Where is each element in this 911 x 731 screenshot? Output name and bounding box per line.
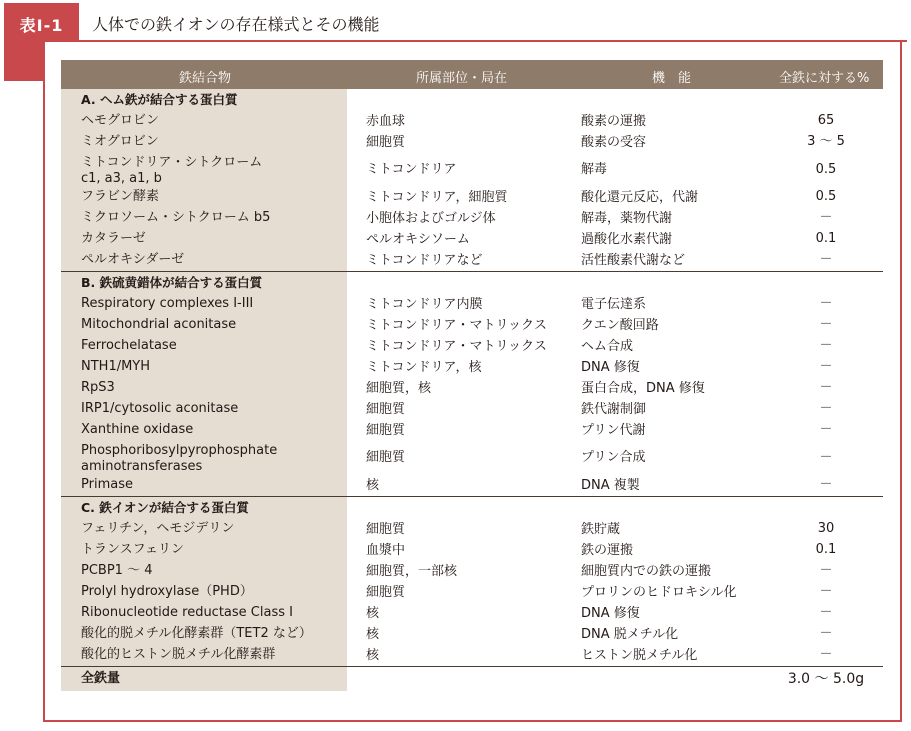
section-title: B. 鉄硫黄錯体が結合する蛋白質: [81, 275, 263, 290]
table-row: ミトコンドリア・シトクローム c1, a3, a1, b ミトコンドリア 解毒 0.5: [81, 155, 837, 186]
table-header: [61, 60, 883, 89]
table-row: 酸化的ヒストン脱メチル化酵素群 核 ヒストン脱メチル化 －: [81, 647, 833, 663]
table-row: Xanthine oxidase 細胞質 プリン代謝 －: [81, 422, 833, 438]
header-compound: 鉄結合物: [179, 71, 232, 86]
header-percent: 全鉄に対する%: [779, 71, 870, 86]
total-label: 全鉄量: [81, 671, 121, 686]
table-row: Phosphoribosylpyrophosphate aminotransferases 細胞質 プリン合成 －: [81, 443, 833, 474]
section-title: A. ヘム鉄が結合する蛋白質: [81, 92, 238, 107]
table-row: Primase 核 DNA 複製 －: [81, 477, 833, 493]
table-row: トランスフェリン 血漿中 鉄の運搬 0.1: [81, 542, 837, 558]
table-row: Prolyl hydroxylase（PHD） 細胞質 プロリンのヒドロキシル化 －: [81, 584, 833, 600]
table-row: IRP1/cytosolic aconitase 細胞質 鉄代謝制御 －: [81, 401, 833, 417]
section-iron-ion: [61, 497, 883, 666]
table-row: Respiratory complexes I-III ミトコンドリア内膜 電子伝達系 －: [81, 296, 833, 312]
table-row: 酸化的脱メチル化酵素群（TET2 など） 核 DNA 脱メチル化 －: [81, 626, 833, 642]
table-row: ヘモグロビン 赤血球 酸素の運搬 65: [81, 113, 835, 129]
table-row: ミクロソーム・シトクローム b5 小胞体およびゴルジ体 解毒，薬物代謝 －: [81, 210, 833, 226]
total-value: 3.0 ～ 5.0g: [787, 671, 865, 687]
iron-table: [61, 60, 883, 691]
table-row: Mitochondrial aconitase ミトコンドリア・マトリックス クエン酸回路 －: [81, 317, 833, 333]
table-row: Ribonucleotide reductase Class Ⅰ 核 DNA 修復 －: [81, 605, 833, 621]
table-row: ミオグロビン 細胞質 酸素の受容 3 ～ 5: [81, 134, 845, 150]
header-function: 機 能: [652, 71, 692, 86]
table-row: Ferrochelatase ミトコンドリア・マトリックス ヘム合成 －: [81, 338, 833, 354]
section-title: C. 鉄イオンが結合する蛋白質: [81, 500, 249, 515]
table-row: フラビン酵素 ミトコンドリア，細胞質 酸化還元反応，代謝 0.5: [81, 189, 837, 205]
total-row: [61, 666, 883, 691]
table-row: NTH1/MYH ミトコンドリア，核 DNA 修復 －: [81, 359, 833, 375]
table-row: カタラーゼ ペルオキシソーム 過酸化水素代謝 0.1: [81, 231, 837, 247]
table-row: フェリチン，ヘモジデリン 細胞質 鉄貯蔵 30: [81, 521, 835, 537]
table-row: ペルオキシダーゼ ミトコンドリアなど 活性酸素代謝など －: [81, 252, 833, 268]
table-number: 表Ⅰ-1: [19, 16, 64, 35]
page-title: 人体での鉄イオンの存在様式とその機能: [92, 15, 380, 34]
section-heme: [61, 89, 883, 272]
header-location: 所属部位・局在: [416, 71, 508, 86]
table-row: PCBP1 ～ 4 細胞質，一部核 細胞質内での鉄の運搬 －: [81, 563, 833, 579]
table-row: RpS3 細胞質，核 蛋白合成，DNA 修復 －: [81, 380, 833, 396]
section-iron-sulfur: [61, 272, 883, 497]
